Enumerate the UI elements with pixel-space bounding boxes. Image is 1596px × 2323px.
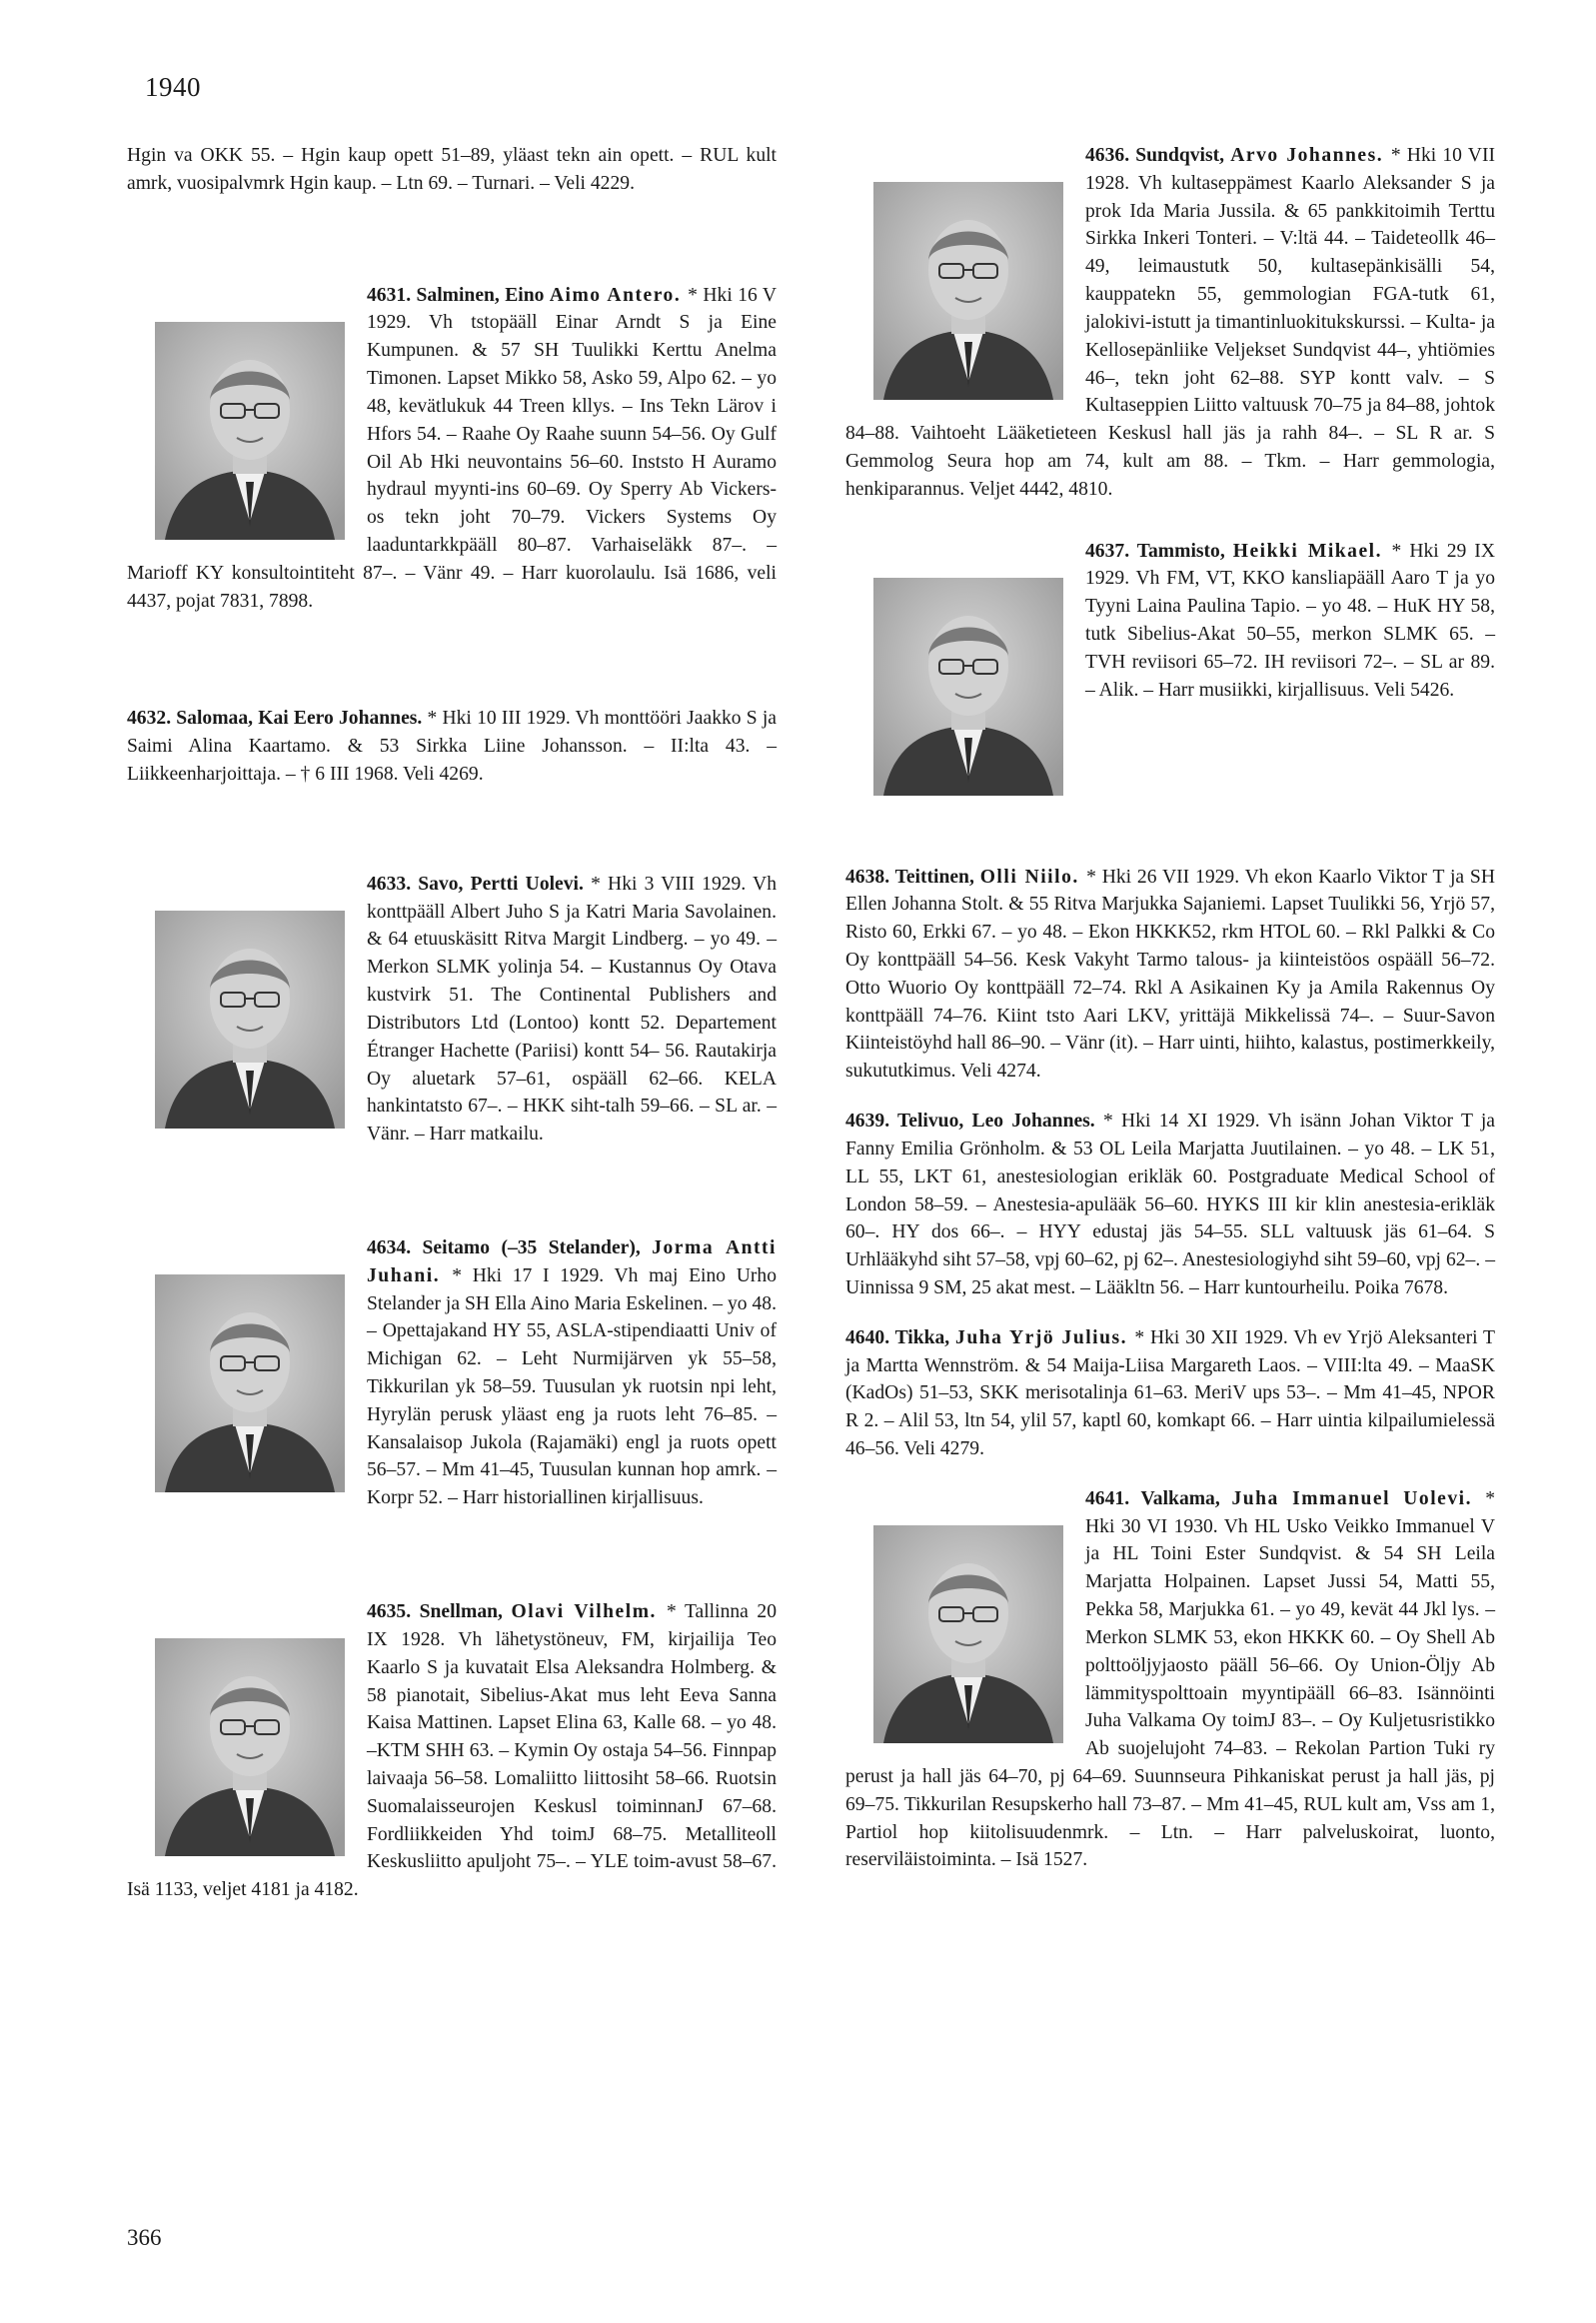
biography-entry-4632 [127, 615, 777, 788]
entry-name-spaced: Aimo Antero. [549, 284, 689, 306]
entry-text [845, 1108, 1495, 1302]
portrait-photo [155, 911, 345, 1129]
biography-entry-4635 [127, 1512, 777, 1904]
portrait-image [155, 1638, 345, 1856]
portrait-image [155, 322, 345, 540]
entry-spacer [845, 1302, 1495, 1324]
entry-name: Savo, Pertti Uolevi. [418, 873, 592, 895]
entry-text [127, 705, 777, 788]
entry-text [127, 142, 777, 198]
entry-spacer [127, 198, 777, 282]
portrait-photo [873, 182, 1063, 400]
entry-number: 4641. [1085, 1487, 1141, 1509]
biography-entry-4641 [845, 1463, 1495, 1874]
entry-body: * Hki 10 III 1929. Vh monttööri Jaakko S ja Saimi Alina Kaartamo. & 53 Sirkka Liine Johansson. – II:lta 43. – Liikkeenharjoittaja. – † 6 III 1968. Veli 4269. [127, 708, 778, 785]
right-column [845, 142, 1495, 1874]
entry-body: * Hki 14 XI 1929. Vh isänn Johan Viktor T ja Fanny Emilia Grönholm. & 53 OL Leila Marjatta Juutilainen. – yo 48. – LK 51, LL 55, LKT 61, anestesiologian erikläk 60. Postgraduate Medical School of London 58–59. – Anestesia-apulääk 56–60. HYKS III kir klin anestesia-erikläk 60–. HY dos 66–. – HYY edustaj jäs 54–55. SLL valtuusk jäs 61–64. S Urhlääkyhd siht 57–58, vpj 60–62, pj 62–. Anestesiologiyhd siht 59–60, vpj 62–. – Uinnissa 9 SM, 25 akat mest. – Lääkltn 56. – Harr kuntourheilu. Poika 7678. [845, 1111, 1495, 1298]
entry-number: 4634. [367, 1236, 423, 1258]
biography-entry-4634 [127, 1149, 777, 1512]
entry-number: 4639. [845, 1111, 898, 1133]
entry-body: * Hki 17 I 1929. Vh maj Eino Urho Stelander ja SH Ella Aino Maria Eskelinen. – yo 48. – Opettajakand HY 55, ASLA-stipendiaatti Univ of Michigan 62. – Leht Nurmijärven yk 55–58, Tikkurilan yk 58–59. Tuusulan yk ruotsin npi leht, Hyrylän perusk yläast eng ja ruots leht 76–85. – Kansalaisop Jukola (Rajamäki) engl ja ruots opett 56–57. – Mm 41–45, Tuusulan kunnan hop amrk. – Korpr 52. – Harr historiallinen kirjallisuus. [367, 1264, 777, 1509]
entry-spacer [845, 1463, 1495, 1485]
entry-body: * Hki 3 VIII 1929. Vh konttpääll Albert Juho S ja Katri Maria Savolainen. & 64 etuuskäsitt Ritva Margit Lindberg. – yo 49. – Merkon SLMK yolinja 54. – Kustannus Oy Otava kustvirk 51. The Continental Publishers and Distributors Ltd (Lontoo) kontt 52. Departement Étranger Hachette (Pariisi) kontt 54– 56. Rautakirja Oy aluetark 57–61, ospääll 62–66. KELA hankintatsto 67–. – HKK siht-talh 59–66. – SL ar. – Vänr. – Harr matkailu. [367, 873, 778, 1146]
biography-entry-4637 [845, 504, 1495, 802]
portrait-photo [155, 1638, 345, 1856]
entry-body: * Hki 16 V 1929. Vh tstopääll Einar Arndt S ja Eine Kumpunen. & 57 SH Tuulikki Kerttu Anelma Timonen. Lapset Mikko 58, Asko 59, Alpo 62. – yo 48, kevätlukuk 44 Treen kllys. – Ins Tekn Lärov i Hfors 54. – Raahe Oy Raahe suunn 54–56. Oy Gulf Oil Ab Hki neuvontains 56–60. Inststo H Auramo hydraul myynti-ins 60–69. Oy Sperry Ab Vickers-os tekn joht 70–79. Vickers Systems Oy laaduntarkkpääll 80–87. Varhaiseläkk 87–. – Marioff KY konsultointiteht 87–. – Vänr 49. – Harr kuorolaulu. Isä 1686, veli 4437, pojat 7831, 7898. [127, 284, 778, 612]
entry-name: Seitamo (–35 Stelander), [422, 1236, 653, 1258]
biography-entry-cont [127, 142, 777, 198]
entry-name: Teittinen, [894, 866, 980, 888]
running-head: 1940 [145, 72, 201, 102]
entry-body: * Hki 29 IX 1929. Vh FM, VT, KKO kansliapääll Aaro T ja yo Tyyni Laina Paulina Tapio. – yo 48. – HuK HY 58, tutk Sibelius-Akat 50–55, merkon SLMK 65. – TVH reviisori 65–72. IH reviisori 72–. – SL ar 89. – Alik. – Harr musiikki, kirjallisuus. Veli 5426. [1085, 540, 1495, 701]
portrait-image [873, 182, 1063, 400]
entry-name: Tikka, [894, 1326, 956, 1348]
biography-entry-4639 [845, 1086, 1495, 1302]
portrait-image [873, 1525, 1063, 1743]
entry-name: Salomaa, Kai Eero Johannes. [176, 708, 428, 730]
entry-name-spaced: Heikki Mikael. [1232, 540, 1392, 562]
portrait-image [155, 911, 345, 1129]
entry-body: * Hki 10 VII 1928. Vh kultaseppämest Kaarlo Aleksander S ja prok Ida Maria Jussila. & 65 pankkitoimih Terttu Sirkka Inkeri Tonteri. – V:ltä 44. – Taideteollk 46–49, leimaustutk 50, kultasepänkisälli 54, kauppatekn 55, gemmologian FGA-tutk 61, jalokivi-istutt ja timantinluokitukskurssi. – Kulta- ja Kellosepänliike Veljekset Sundqvist 44–, yhtiömies 46–, tekn joht 62–88. SYP kontt valv. – S Kultaseppien Liitto valtuusk 70–75 ja 84–88, johtok 84–88. Vaihtoeht Lääketieteen Keskusl hall jäs ja rahh 84–. – SL R ar. S Gemmolog Seura hop am 74, kult am 88. – Tkm. – Harr gemmologia, henkiparannus. Veljet 4442, 4810. [845, 145, 1495, 500]
entry-name-spaced: Juha Immanuel Uolevi. [1231, 1487, 1486, 1509]
biography-entry-4640 [845, 1302, 1495, 1463]
portrait-image [873, 578, 1063, 796]
left-column [127, 142, 777, 1904]
entry-name: Snellman, [419, 1601, 512, 1623]
biography-entry-4636 [845, 142, 1495, 504]
biography-entry-4633 [127, 789, 777, 1149]
entry-spacer [127, 789, 777, 871]
entry-number: 4633. [367, 873, 419, 895]
portrait-photo [155, 1274, 345, 1492]
entry-spacer [845, 1086, 1495, 1108]
entry-number: 4636. [1085, 145, 1136, 166]
entry-name-spaced: Jorma Antti Juhani. [367, 1236, 778, 1286]
portrait-photo [155, 322, 345, 540]
entry-name-spaced: Juha Yrjö Julius. [955, 1326, 1135, 1348]
entry-name: Salminen, Eino [416, 284, 550, 306]
page-number: 366 [127, 2225, 162, 2250]
entry-number: 4640. [845, 1326, 895, 1348]
portrait-image [155, 1274, 345, 1492]
entry-body: * Hki 26 VII 1929. Vh ekon Kaarlo Viktor T ja SH Ellen Johanna Stolt. & 55 Ritva Marjukka Sajaniemi. Lapset Tuulikki 56, Yrjö 57, Risto 60, Erkki 67. – yo 48. – Ekon HKKK52, rkm HTOL 60. – Rkl Palkki & Co Oy konttpääll 54–56. Kesk Vakyht Tarmo talous- ja kiinteistöos ospääll 56–72. Otto Wuorio Oy konttpääll 72–74. Rkl A Asikainen Ky ja Amila Rakennus Oy konttpääll 74–76. Kiint tsto Aari LKV, yrittäjä Mikkelissä 74–. – Suur-Savon Kiinteistöyhd hall 86–90. – Vänr (it). – Harr uinti, hiihto, kalastus, postimerkkeily, sukututkimus. Veli 4274. [845, 866, 1495, 1083]
entry-text [845, 864, 1495, 1087]
entry-body: * Tallinna 20 IX 1928. Vh lähetystöneuv, FM, kirjailija Teo Kaarlo S ja kuvatait Elsa Aleksandra Holmberg. & 58 pianotait, Sibelius-Akat mus leht Eeva Sanna Kaisa Mattinen. Lapset Elina 63, Kalle 68. – yo 48. –KTM SHH 63. – Kymin Oy ostaja 54–56. Finnpap laivaaja 56–58. Lomaliitto liittosiht 58–66. Ruotsin Suomalaisseurojen Keskusl toiminnanJ 67–68. Fordliikkeiden Yhd toimJ 68–75. Metalliteoll Keskusliitto apuljoht 75–. – YLE toim-avust 58–67. Isä 1133, veljet 4181 ja 4182. [127, 1601, 777, 1901]
biography-entry-4631 [127, 198, 777, 616]
entry-text [845, 1324, 1495, 1463]
entry-name: Telivuo, Leo Johannes. [897, 1111, 1103, 1133]
biography-entry-4638 [845, 802, 1495, 1087]
entry-body: Hgin va OKK 55. – Hgin kaup opett 51–89, yläast tekn ain opett. – RUL kult amrk, vuosipalvmrk Hgin kaup. – Ltn 69. – Turnari. – Veli 4229. [127, 145, 777, 194]
entry-spacer [127, 615, 777, 705]
entry-spacer [845, 504, 1495, 538]
entry-body: * Hki 30 VI 1930. Vh HL Usko Veikko Immanuel V ja HL Toini Ester Sundqvist. & 54 SH Leila Marjatta Holpainen. Lapset Jussi 54, Matti 55, Pekka 58, Marjukka 61. – yo 49, kevät 44 Jkl lys. – Merkon SLMK 53, ekon HKKK 60. – Oy Shell Ab polttoöljyjaosto pääll 56–66. Oy Union-Öljy Ab lämmityspolttoain myyntipääll 66–83. Isännöinti Juha Valkama Oy toimJ 83–. – Oy Kuljetusristikko Ab suojelujoht 74–83. – Rekolan Partion Tuki ry perust ja hall jäs 64–70, pj 64–69. Suunnseura Pihkaniskat perust ja hall jäs, pj 69–75. Tikkurilan Resupskerho hall 73–87. – Mm 41–45, RUL kult am, Vss am 1, Partiol hop kiitolisuudenmrk. – Ltn. – Harr palveluskoirat, luonto, reserviläistoiminta. – Isä 1527. [845, 1487, 1496, 1871]
entry-spacer [127, 1149, 777, 1234]
entry-name: Sundqvist, [1135, 145, 1231, 166]
entry-number: 4635. [367, 1601, 420, 1623]
entry-number: 4631. [367, 284, 417, 306]
entry-number: 4637. [1085, 540, 1137, 562]
entry-name: Tammisto, [1136, 540, 1233, 562]
entry-body: * Hki 30 XII 1929. Vh ev Yrjö Aleksanteri T ja Martta Wennström. & 54 Maija-Liisa Margareth Laos. – VIII:lta 49. – MaaSK (KadOs) 51–53, SKK merisotalinja 61–63. MeriV ups 53–. – Mm 41–45, NPOR R 2. – Alil 53, ltn 54, ylil 57, kaptl 60, komkapt 66. – Harr uintia kilpailumielessä 46–56. Veli 4279. [845, 1326, 1495, 1459]
portrait-photo [873, 1525, 1063, 1743]
entry-name-spaced: Olli Niilo. [979, 866, 1087, 888]
entry-number: 4632. [127, 708, 177, 730]
entry-name-spaced: Olavi Vilhelm. [511, 1601, 667, 1623]
entry-number: 4638. [845, 866, 895, 888]
entry-name-spaced: Arvo Johannes. [1230, 145, 1391, 166]
entry-spacer [127, 1512, 777, 1598]
portrait-photo [873, 578, 1063, 796]
entry-spacer [845, 802, 1495, 864]
entry-name: Valkama, [1140, 1487, 1232, 1509]
